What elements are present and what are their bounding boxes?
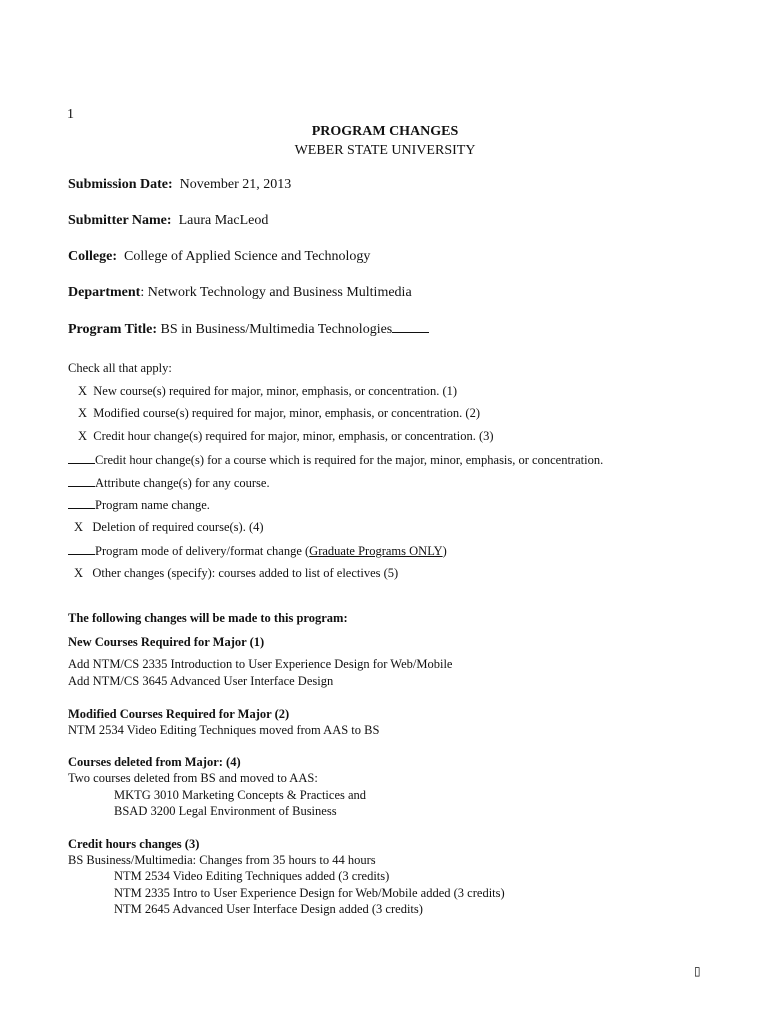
credit-hours-item: NTM 2335 Intro to User Experience Design for Web/Mobile added (3 credits) xyxy=(114,886,505,900)
deleted-courses-heading: Courses deleted from Major: (4) xyxy=(68,755,241,769)
checklist-item-text: Deletion of required course(s). (4) xyxy=(92,520,264,534)
checklist-item xyxy=(68,543,447,559)
department-value: : Network Technology and Business Multimedia xyxy=(140,285,412,300)
new-course-line: Add NTM/CS 3645 Advanced User Interface Design xyxy=(68,674,334,688)
checklist-item-text: Credit hour change(s) required for major, minor, emphasis, or concentration. (3) xyxy=(93,429,494,443)
modified-course-line: NTM 2534 Video Editing Techniques moved from AAS to BS xyxy=(68,723,380,737)
checklist-item xyxy=(74,520,264,535)
check-blank xyxy=(68,543,95,555)
checklist-item xyxy=(78,429,494,444)
new-courses-heading: New Courses Required for Major (1) xyxy=(68,635,265,649)
check-mark: X xyxy=(78,406,88,420)
check-mark: X xyxy=(74,566,84,580)
graduate-programs-link[interactable]: Graduate Programs ONLY xyxy=(309,544,443,558)
checklist-item-text: Program mode of delivery/format change ( xyxy=(95,544,310,558)
check-blank xyxy=(68,452,95,464)
modified-courses-heading: Modified Courses Required for Major (2) xyxy=(68,707,290,721)
checklist-item-text-after: ) xyxy=(442,544,447,558)
page-number: 1 xyxy=(67,107,74,122)
checklist-item-text: Attribute change(s) for any course. xyxy=(95,476,270,490)
credit-hours-line: BS Business/Multimedia: Changes from 35 hours to 44 hours xyxy=(68,853,376,867)
credit-hours-heading: Credit hours changes (3) xyxy=(68,837,200,851)
new-course-line: Add NTM/CS 2335 Introduction to User Experience Design for Web/Mobile xyxy=(68,657,453,671)
checklist-item xyxy=(68,497,210,513)
check-blank xyxy=(68,497,95,509)
checklist-item xyxy=(68,452,603,468)
checklist-heading: Check all that apply: xyxy=(68,361,172,375)
checklist-item-text: New course(s) required for major, minor, emphasis, or concentration. (1) xyxy=(93,384,458,398)
checklist-item xyxy=(74,566,398,581)
program-title-label: Program Title: xyxy=(68,322,158,337)
program-title-value: BS in Business/Multimedia Technologies xyxy=(160,322,393,337)
checklist-item xyxy=(68,475,270,491)
check-blank xyxy=(68,475,95,487)
submitter-name-label: Submitter Name: xyxy=(68,213,172,228)
program-title-blank xyxy=(392,321,429,333)
submission-date-label: Submission Date: xyxy=(68,177,173,192)
checklist-item-text: Modified course(s) required for major, minor, emphasis, or concentration. (2) xyxy=(93,406,481,420)
deleted-course-line: Two courses deleted from BS and moved to AAS: xyxy=(68,771,318,785)
check-mark: X xyxy=(78,429,88,443)
submitter-name-value: Laura MacLeod xyxy=(178,213,269,228)
document-title: PROGRAM CHANGES xyxy=(311,124,459,139)
deleted-course-item: BSAD 3200 Legal Environment of Business xyxy=(114,804,337,818)
checklist-item-text: Program name change. xyxy=(95,498,210,512)
credit-hours-item: NTM 2645 Advanced User Interface Design added (3 credits) xyxy=(114,902,423,916)
checklist-item xyxy=(78,406,480,421)
department-field xyxy=(68,285,412,301)
deleted-course-item: MKTG 3010 Marketing Concepts & Practices and xyxy=(114,788,367,802)
credit-hours-item: NTM 2534 Video Editing Techniques added (3 credits) xyxy=(114,869,390,883)
changes-intro: The following changes will be made to this program: xyxy=(68,611,348,625)
check-mark: X xyxy=(78,384,88,398)
program-title-field xyxy=(68,321,429,338)
college-value: College of Applied Science and Technology xyxy=(123,249,371,264)
submission-date-value: November 21, 2013 xyxy=(179,177,292,192)
department-label: Department xyxy=(68,285,141,300)
college-field xyxy=(68,249,370,265)
submitter-name-field xyxy=(68,213,268,229)
submission-date-field xyxy=(68,177,291,193)
check-mark: X xyxy=(74,520,84,534)
checklist-item-text: Other changes (specify): courses added to list of electives (5) xyxy=(92,566,399,580)
checklist-item xyxy=(78,384,457,399)
checklist-item-text: Credit hour change(s) for a course which is required for the major, minor, emphasis, or concentration. xyxy=(95,453,604,467)
college-label: College: xyxy=(68,249,117,264)
institution-name: WEBER STATE UNIVERSITY xyxy=(294,143,476,158)
footer-glyph: ▯ xyxy=(694,964,701,978)
